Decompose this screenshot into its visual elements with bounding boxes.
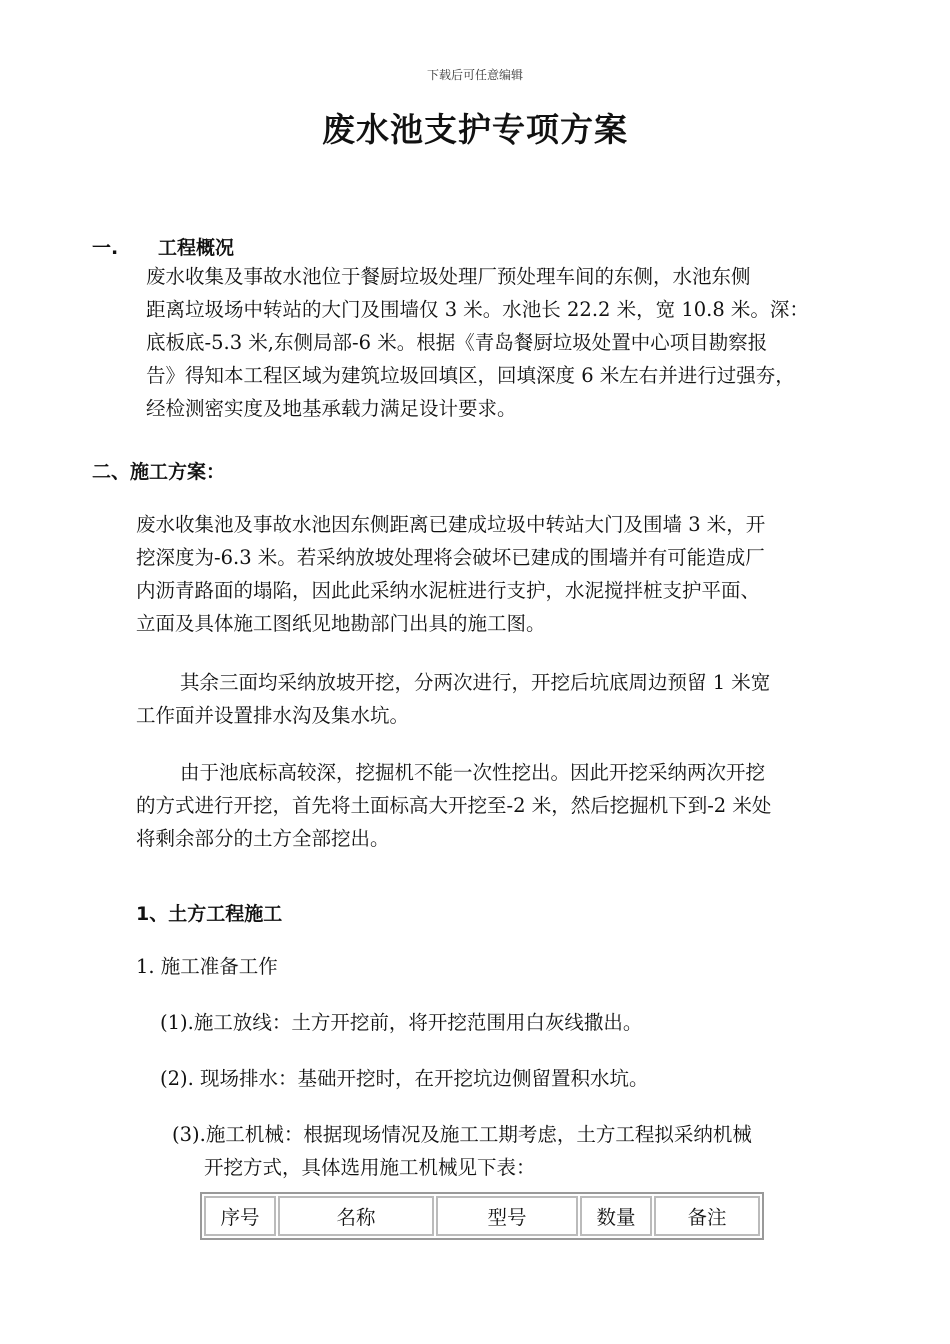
text-line: 废水收集及事故水池位于餐厨垃圾处理厂预处理车间的东侧，水池东侧 — [146, 265, 751, 288]
text-line: 开挖方式，具体选用施工机械见下表： — [204, 1156, 536, 1179]
text-line: 告》得知本工程区域为建筑垃圾回填区，回填深度 6 米左右并进行过强夯， — [146, 364, 795, 387]
table-header-cell: 数量 — [580, 1196, 652, 1236]
item-1: (1).施工放线：土方开挖前，将开挖范围用白灰线撒出。 — [160, 1011, 643, 1034]
section2-paragraph-1 — [136, 508, 765, 640]
text-line: 工作面并设置排水沟及集水坑。 — [136, 704, 410, 727]
text-line: 立面及具体施工图纸见地勘部门出具的施工图。 — [136, 612, 546, 635]
text-line: 内沥青路面的塌陷，因此此采纳水泥桩进行支护，水泥搅拌桩支护平面、 — [136, 579, 761, 602]
document-title: 废水池支护专项方案 — [322, 110, 628, 149]
item-3 — [172, 1118, 752, 1184]
text-line: 其余三面均采纳放坡开挖，分两次进行，开挖后坑底周边预留 1 米宽 — [180, 671, 771, 694]
text-line: 的方式进行开挖，首先将土面标高大开挖至-2 米，然后挖掘机下到-2 米处 — [136, 794, 772, 817]
table-header-cell: 备注 — [654, 1196, 760, 1236]
text-line: 距离垃圾场中转站的大门及围墙仅 3 米。水池长 22.2 米，宽 10.8 米。深： — [146, 298, 809, 321]
section1-number: 一. — [92, 237, 119, 259]
section2-paragraph-3 — [136, 756, 771, 855]
item-heading: 1. 施工准备工作 — [136, 955, 278, 978]
text-line: 经检测密实度及地基承载力满足设计要求。 — [146, 397, 517, 420]
section2-heading: 二、施工方案： — [92, 461, 226, 483]
table-header-cell: 名称 — [278, 1196, 434, 1236]
section2-paragraph-2 — [136, 666, 770, 732]
header-note: 下载后可任意编辑 — [426, 68, 523, 82]
text-line: (3).施工机械：根据现场情况及施工工期考虑，土方工程拟采纳机械 — [172, 1123, 752, 1146]
text-line: 底板底-5.3 米,东侧局部-6 米。根据《青岛餐厨垃圾处置中心项目勘察报 — [146, 331, 768, 354]
machinery-table — [200, 1192, 764, 1240]
item-2: (2). 现场排水：基础开挖时，在开挖坑边侧留置积水坑。 — [160, 1067, 649, 1090]
table-header-row — [204, 1196, 760, 1236]
text-line: 将剩余部分的土方全部挖出。 — [136, 827, 390, 850]
section1-paragraph — [146, 260, 809, 425]
text-line: 挖深度为-6.3 米。若采纳放坡处理将会破坏已建成的围墙并有可能造成厂 — [136, 546, 765, 569]
text-line: 废水收集池及事故水池因东侧距离已建成垃圾中转站大门及围墙 3 米，开 — [136, 513, 766, 536]
table-header-cell: 型号 — [436, 1196, 578, 1236]
text-line: 由于池底标高较深，挖掘机不能一次性挖出。因此开挖采纳两次开挖 — [180, 761, 766, 784]
section1-heading: 工程概况 — [158, 237, 235, 259]
subsection1-heading: 1、土方工程施工 — [136, 903, 283, 925]
table-header-cell: 序号 — [204, 1196, 276, 1236]
